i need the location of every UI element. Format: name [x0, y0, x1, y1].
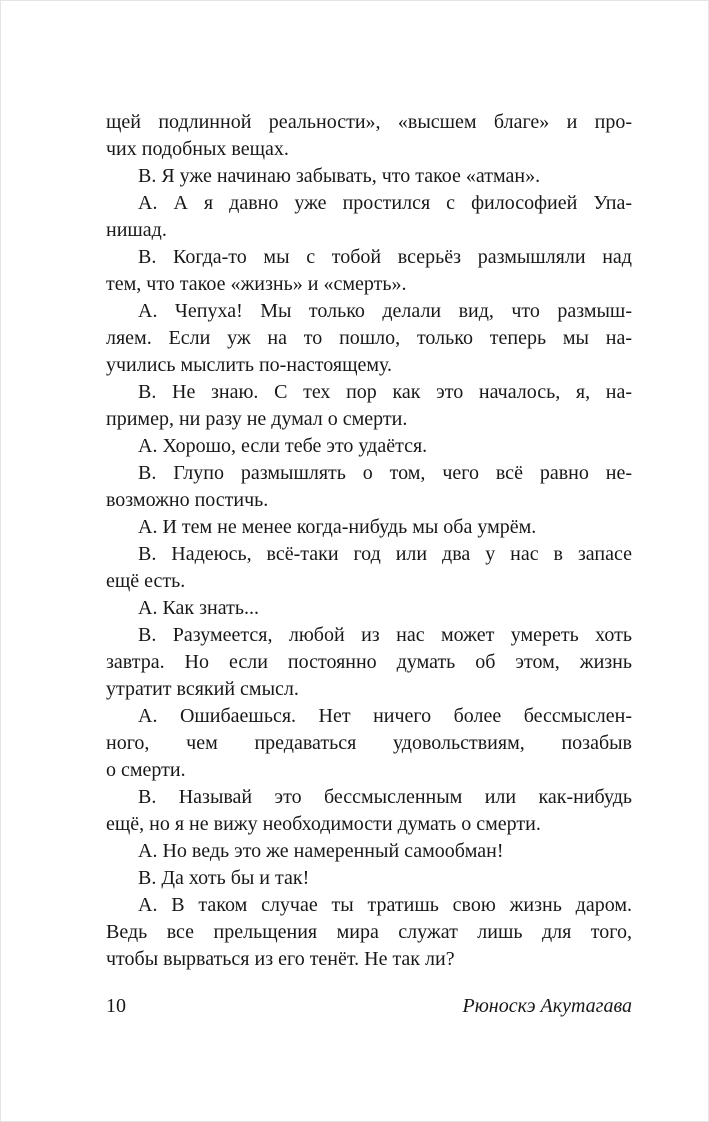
- page-number: 10: [106, 995, 126, 1017]
- text-line: Ведь все прельщения мира служат лишь для того,: [106, 921, 632, 943]
- text-line: А. Хорошо, если тебе это удаётся.: [138, 435, 428, 457]
- text-line: о смерти.: [106, 759, 186, 781]
- text-line: возможно постичь.: [106, 489, 269, 511]
- page-footer: [106, 993, 632, 1020]
- text-line: тем, что такое «жизнь» и «смерть».: [106, 273, 407, 295]
- text-line: А. А я давно уже простился с философией Упа-: [138, 192, 632, 214]
- text-line: чтобы вырваться из его тенёт. Не так ли?: [106, 948, 455, 970]
- text-line: щей подлинной реальности», «высшем благе» и про-: [106, 111, 632, 133]
- text-line: А. И тем не менее когда-нибудь мы оба умрём.: [138, 516, 537, 538]
- text-line: В. Называй это бессмысленным или как-нибудь: [138, 786, 632, 808]
- text-line: пример, ни разу не думал о смерти.: [106, 408, 408, 430]
- text-line: ляем. Если уж на то пошло, только теперь мы на-: [106, 327, 632, 349]
- text-line: А. Но ведь это же намеренный самообман!: [138, 840, 504, 862]
- text-line: А. Ошибаешься. Нет ничего более бессмыслен-: [138, 705, 632, 727]
- text-line: утратит всякий смысл.: [106, 678, 299, 700]
- page-text: [106, 109, 632, 973]
- text-line: В. Да хоть бы и так!: [138, 867, 310, 889]
- text-line: ного, чем предаваться удовольствиям, позабыв: [106, 732, 632, 754]
- text-line: В. Когда-то мы с тобой всерьёз размышляли над: [138, 246, 632, 268]
- running-title-author: Рюноскэ Акутагава: [462, 995, 632, 1017]
- text-line: чих подобных вещах.: [106, 138, 289, 160]
- text-line: ещё есть.: [106, 570, 186, 592]
- text-line: А. Как знать...: [138, 597, 259, 619]
- text-line: В. Не знаю. С тех пор как это началось, я, на-: [138, 381, 632, 403]
- text-line: В. Надеюсь, всё-таки год или два у нас в запасе: [138, 543, 632, 565]
- text-line: В. Я уже начинаю забывать, что такое «атман».: [138, 165, 541, 187]
- text-line: А. В таком случае ты тратишь свою жизнь даром.: [138, 894, 632, 916]
- text-line: нишад.: [106, 219, 167, 241]
- text-line: В. Глупо размышлять о том, чего всё равно не-: [138, 462, 632, 484]
- text-line: учились мыслить по-настоящему.: [106, 354, 393, 376]
- text-line: А. Чепуха! Мы только делали вид, что размыш-: [138, 300, 632, 322]
- text-line: ещё, но я не вижу необходимости думать о смерти.: [106, 813, 541, 835]
- text-line: В. Разумеется, любой из нас может умереть хоть: [138, 624, 632, 646]
- text-line: завтра. Но если постоянно думать об этом, жизнь: [106, 651, 632, 673]
